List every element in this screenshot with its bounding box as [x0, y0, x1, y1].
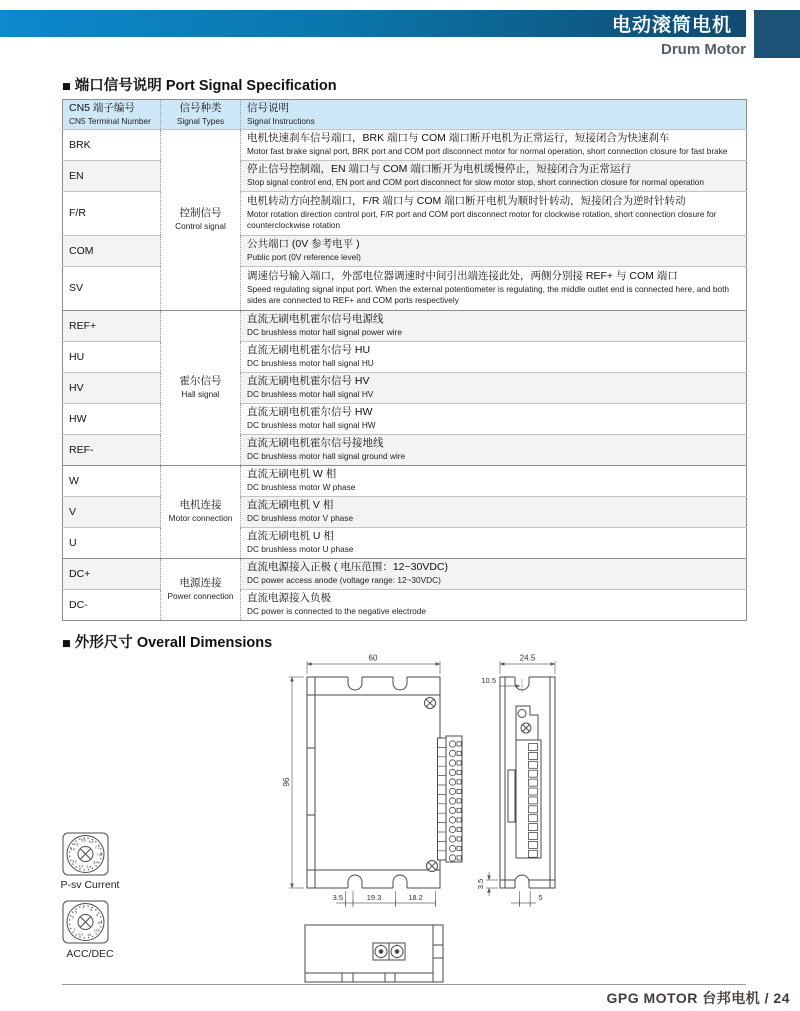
section-heading-dimensions [62, 631, 272, 652]
page-title: 电动滚筒电机 [611, 15, 732, 36]
dim-front-height: 96 [282, 777, 291, 787]
side-tab [508, 770, 515, 822]
header-bar [0, 10, 746, 37]
svg-text:5: 5 [75, 910, 77, 915]
terminal-cell: V [63, 496, 161, 527]
group-cell-hall-signal: 霍尔信号 Hall signal [161, 310, 241, 465]
table-row [63, 310, 747, 341]
svg-text:11: 11 [97, 921, 101, 926]
terminal-cell: HV [63, 372, 161, 403]
dimension-drawing [280, 645, 570, 990]
dim-front-b3: 18.2 [408, 893, 423, 902]
section-title-en: Overall Dimensions [136, 635, 273, 651]
description-cell: 直流无刷电机霍尔信号 HV DC brushless motor hall signal HV [241, 372, 747, 403]
col-header-instructions: 信号说明 Signal Instructions [241, 100, 747, 130]
table-row [63, 129, 747, 160]
svg-text:7: 7 [82, 906, 85, 911]
front-view [307, 677, 462, 889]
svg-text:15: 15 [87, 933, 91, 937]
description-cell: 停止信号控制端，EN 端口与 COM 端口断开为电机缓慢停止，短接闭合为正常运行 Stop signal control end, EN port and COM port disconnect for slow motor stop, short connection closure for normal operation [241, 160, 747, 191]
terminal-cell: HU [63, 341, 161, 372]
terminal-cell: DC+ [63, 558, 161, 589]
terminal-cell: W [63, 465, 161, 496]
section-title-zh: 端口信号说明 [74, 78, 162, 94]
footer-page-number: 24 [773, 990, 790, 1006]
dim-front-width: 60 [368, 653, 378, 663]
svg-text:5.6: 5.6 [80, 838, 86, 843]
description-cell: 直流无刷电机 W 相 DC brushless motor W phase [241, 465, 747, 496]
terminal-cell: DC- [63, 589, 161, 620]
terminal-cell: F/R [63, 191, 161, 235]
footer-brand: GPG MOTOR 台邦电机 [606, 990, 761, 1006]
col-header-signal-types: 信号种类 Signal Types [161, 100, 241, 130]
description-cell: 直流无刷电机霍尔信号 HW DC brushless motor hall signal HW [241, 403, 747, 434]
terminal-cell: REF+ [63, 310, 161, 341]
svg-text:9: 9 [96, 913, 99, 918]
dim-side-notch: 10.5 [481, 676, 496, 685]
svg-text:3: 3 [71, 915, 74, 920]
description-cell: 直流无刷电机霍尔信号电源线 DC brushless motor hall signal power wire [241, 310, 747, 341]
terminal-cell: SV [63, 266, 161, 310]
svg-text:13: 13 [93, 928, 98, 933]
terminal-cell: REF- [63, 434, 161, 465]
group-cell-control-signal: 控制信号 Control signal [161, 129, 241, 310]
footer-divider [62, 984, 746, 985]
svg-text:0.1: 0.1 [78, 932, 84, 937]
svg-text:4.0: 4.0 [70, 847, 76, 852]
description-cell: 调速信号输入端口，外部电位器调速时中间引出端连接此处，两侧分别接 REF+ 与 COM 端口 Speed regulating signal input port. When the external potentiometer is regulating, the middle outlet end is connected here, and both sides are connected to REF+ and COM ports respectively [241, 266, 747, 310]
dial-acc-dec[interactable] [63, 901, 108, 943]
dim-side-width: 24.5 [519, 653, 536, 663]
table-row [63, 558, 747, 589]
dim-side-flange: 3.5 [476, 878, 485, 890]
description-cell: 电机快速刹车信号端口，BRK 端口与 COM 端口断开电机为正常运行，短接闭合为快速刹车 Motor fast brake signal port, BRK port and COM port disconnect motor for normal operation, short connection closure for fast brake [241, 129, 747, 160]
svg-text:8.0: 8.0 [93, 860, 99, 865]
terminal-cell: COM [63, 235, 161, 266]
dim-front-b1: 3.5 [332, 893, 343, 902]
dim-side-b: 5 [538, 893, 543, 902]
dial-label-psv-current: P-sv Current [60, 879, 120, 891]
square-bullet-icon: ■ [62, 79, 71, 95]
terminal-cell: EN [63, 160, 161, 191]
col-header-terminal: CN5 端子编号 CN5 Terminal Number [63, 100, 161, 130]
side-view [500, 677, 555, 889]
svg-text:1: 1 [73, 927, 76, 932]
svg-text:8: 8 [90, 907, 93, 912]
description-cell: 公共端口 (0V 参考电平 ) Public port (0V reference level) [241, 235, 747, 266]
group-cell-power-connection: 电源连接 Power connection [161, 558, 241, 620]
screw-icon [425, 698, 436, 709]
description-cell: 电机转动方向控制端口，F/R 端口与 COM 端口断开电机为顺时针转动，短接闭合为逆时针转动 Motor rotation direction control port, F/R port and COM port disconnect motor for clockwise rotation, short connection closure for counterclockwise rotation [241, 191, 747, 235]
screw-icon [427, 861, 438, 872]
description-cell: 直流无刷电机霍尔信号接地线 DC brushless motor hall signal ground wire [241, 434, 747, 465]
svg-text:7.2: 7.2 [94, 845, 100, 850]
description-cell: 直流无刷电机 U 相 DC brushless motor U phase [241, 527, 747, 558]
bottom-view [305, 925, 443, 982]
side-connector [516, 740, 541, 858]
terminal-block [438, 736, 463, 862]
terminal-cell: U [63, 527, 161, 558]
svg-text:4.8: 4.8 [73, 842, 79, 847]
footer [607, 988, 791, 1008]
footer-separator: / [764, 990, 770, 1006]
table-row [63, 465, 747, 496]
description-cell: 直流无刷电机 V 相 DC brushless motor V phase [241, 496, 747, 527]
section-title-en: Port Signal Specification [165, 78, 337, 94]
port-signal-table [62, 99, 746, 621]
svg-text:3.2: 3.2 [72, 859, 77, 864]
terminal-cell: BRK [63, 129, 161, 160]
section-heading-port-signal [62, 74, 337, 95]
section-title-zh: 外形尺寸 [74, 635, 133, 651]
svg-text:2.4: 2.4 [78, 864, 84, 869]
svg-text:7.5: 7.5 [96, 853, 102, 858]
table-header-row [63, 100, 747, 130]
square-bullet-icon: ■ [62, 636, 71, 652]
svg-text:6.4: 6.4 [88, 839, 94, 844]
description-cell: 直流电源接入正极 ( 电压范围：12~30VDC) DC power access anode (voltage range: 12~30VDC) [241, 558, 747, 589]
page-subtitle: Drum Motor [661, 41, 746, 58]
corner-accent-block [754, 10, 800, 58]
terminal-cell: HW [63, 403, 161, 434]
group-cell-motor-connection: 电机连接 Motor connection [161, 465, 241, 558]
dim-front-b2: 19.3 [366, 893, 382, 902]
dial-label-acc-dec: ACC/DEC [66, 948, 114, 960]
description-cell: 直流电源接入负极 DC power is connected to the negative electrode [241, 589, 747, 620]
svg-text:1.6: 1.6 [86, 865, 92, 869]
description-cell: 直流无刷电机霍尔信号 HU DC brushless motor hall signal HU [241, 341, 747, 372]
